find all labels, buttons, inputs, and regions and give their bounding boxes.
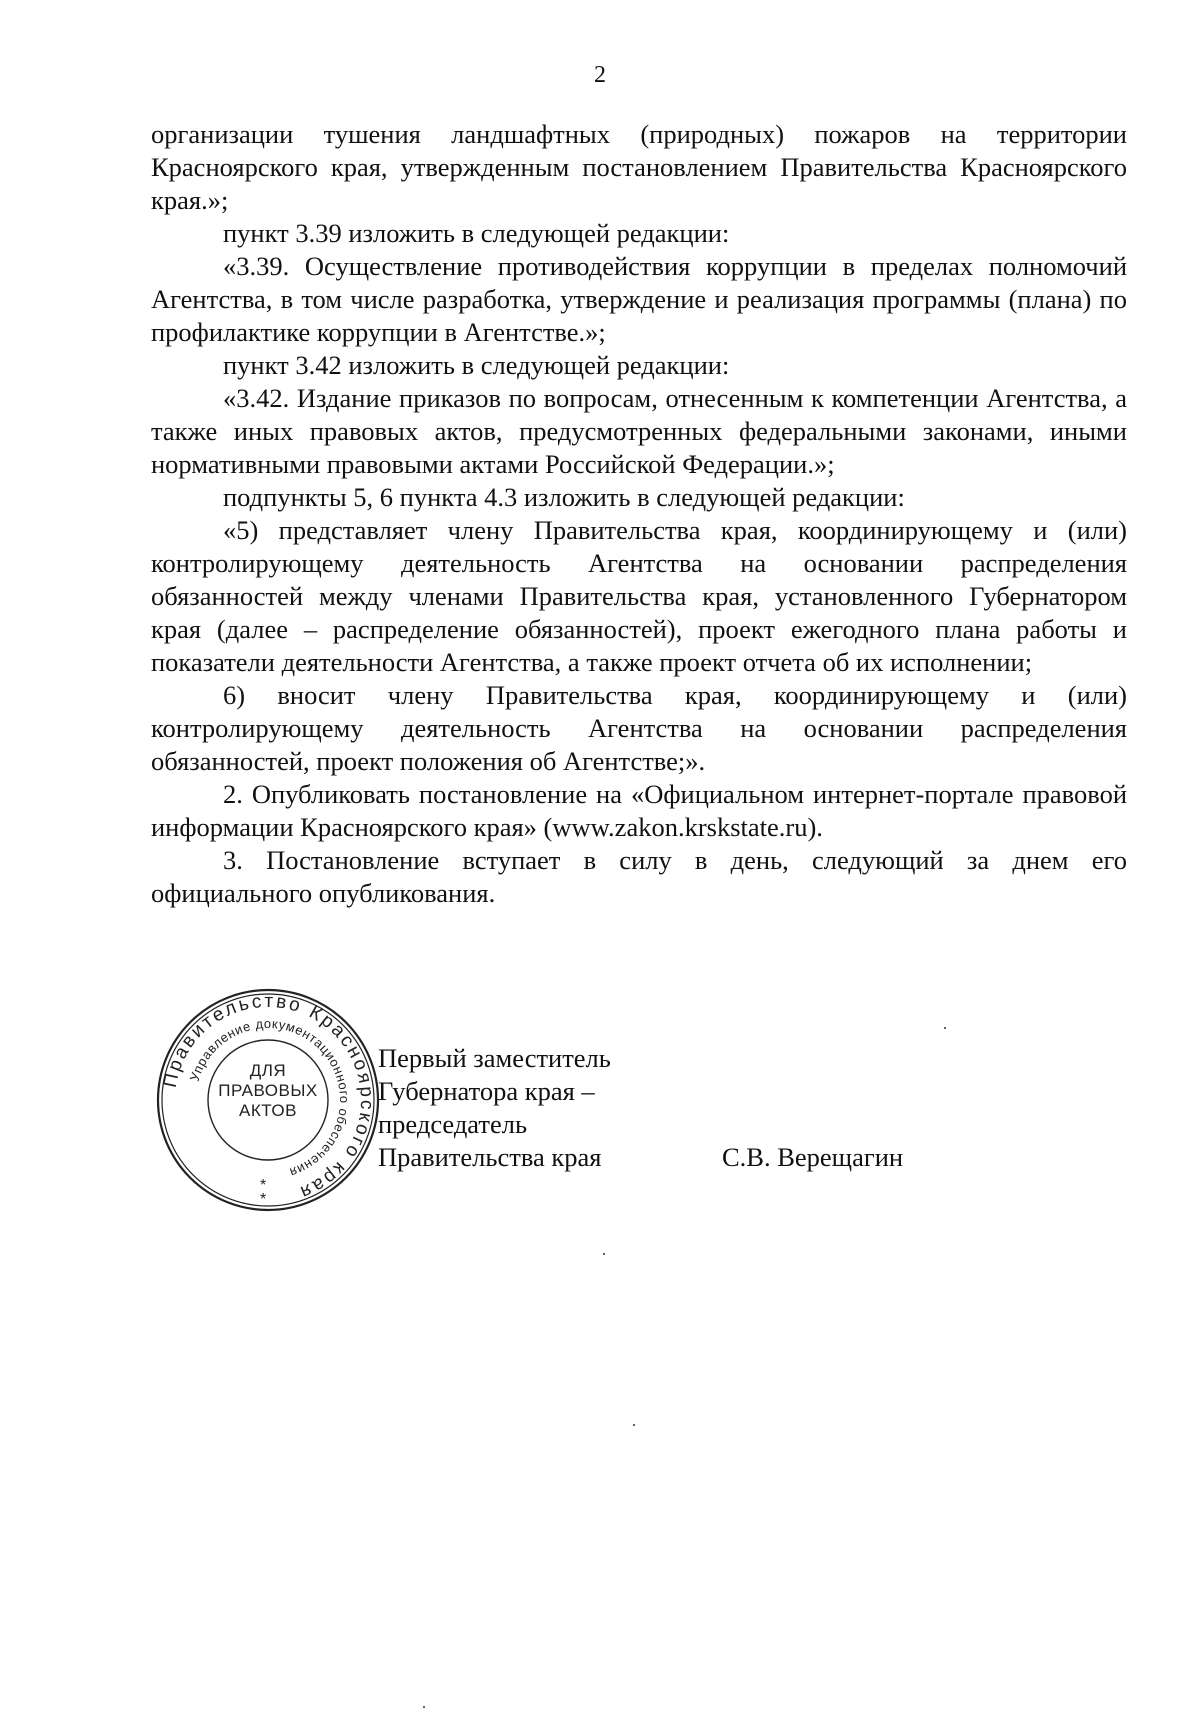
- signer-title: [378, 1042, 611, 1174]
- page-number: 2: [594, 62, 606, 88]
- paragraph-item-3: 3. Постановление вступает в силу в день, следующий за днем его официального опубликования.: [151, 845, 1127, 908]
- stamp-center-line: ДЛЯ: [249, 1061, 287, 1080]
- signer-title-line: Губернатора края –: [378, 1076, 595, 1106]
- signer-name: С.В. Верещагин: [722, 1142, 904, 1172]
- paragraph-item-2: 2. Опубликовать постановление на «Официальном интернет-портале правовой информации Красноярского края» (www.zakon.krskstate.ru).: [151, 779, 1127, 842]
- stamp-center-text: [210, 1061, 326, 1121]
- stamp-star-icon: *: [260, 1191, 267, 1208]
- paragraph-instruction-3-42: пункт 3.42 изложить в следующей редакции:: [223, 350, 730, 380]
- scan-speck: [633, 1424, 635, 1426]
- paragraph-instruction-4-3: подпункты 5, 6 пункта 4.3 изложить в следующей редакции:: [223, 482, 905, 512]
- paragraph-clause-3-39: «3.39. Осуществление противодействия коррупции в пределах полномочий Агентства, в том числе разработка, утверждение и реализация программы (плана) по профилактике коррупции в Агентстве.»;: [151, 251, 1127, 347]
- paragraph-clause-3-42: «3.42. Издание приказов по вопросам, отнесенным к компетенции Агентства, а также иных правовых актов, предусмотренных федеральными законами, иными нормативными правовыми актами Российской Федерации.»;: [151, 383, 1127, 479]
- document-body: [151, 118, 1127, 910]
- scan-speck: [423, 1706, 425, 1708]
- stamp-star-icon: *: [260, 1177, 267, 1194]
- scan-speck: [944, 1027, 946, 1029]
- official-stamp: [154, 986, 382, 1214]
- signer-title-line: Первый заместитель: [378, 1043, 611, 1073]
- paragraph-subclause-5: «5) представляет члену Правительства края, координирующему и (или) контролирующему деятельность Агентства на основании распределения обязанностей между членами Правительства края, установленного Губернатором края (далее – распределение обязанностей), проект ежегодного плана работы и показатели деятельности Агентства, а также проект отчета об их исполнении;: [151, 515, 1127, 677]
- stamp-center-line: ПРАВОВЫХ: [218, 1081, 318, 1100]
- signer-title-line: Правительства края: [378, 1142, 602, 1172]
- scan-speck: [603, 1253, 605, 1255]
- signer-title-line: председатель: [378, 1109, 528, 1139]
- stamp-center-line: АКТОВ: [239, 1101, 297, 1120]
- paragraph-instruction-3-39: пункт 3.39 изложить в следующей редакции:: [223, 218, 730, 248]
- stamp-inner-ring-text: Управление документационного обеспечения: [186, 1015, 353, 1181]
- paragraph-subclause-6: 6) вносит члену Правительства края, координирующему и (или) контролирующему деятельность Агентства на основании распределения обязанностей, проект положения об Агентстве;».: [151, 680, 1127, 776]
- paragraph-continuation: организации тушения ландшафтных (природных) пожаров на территории Красноярского края, утвержденным постановлением Правительства Красноярского края.»;: [151, 119, 1127, 215]
- stamp-outer-text: Правительство Красноярского края: [159, 990, 378, 1204]
